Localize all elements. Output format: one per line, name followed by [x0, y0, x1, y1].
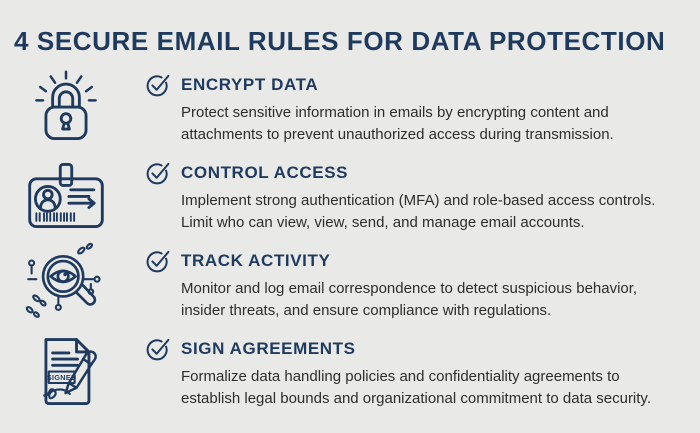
rule-description: Implement strong authentication (MFA) and role-based access controls. Limit who can view, view, send, and manage email accounts. [181, 192, 656, 231]
rule-heading: TRACK ACTIVITY [181, 251, 331, 270]
check-circle-icon [145, 336, 171, 362]
rule-row-encrypt-data [0, 64, 700, 152]
rule-content [145, 70, 661, 146]
rule-content [145, 334, 661, 410]
rule-icon-col [0, 153, 132, 239]
page-title: 4 SECURE EMAIL RULES FOR DATA PROTECTION [14, 26, 666, 56]
padlock-rays-icon [23, 65, 109, 151]
rule-icon-col [0, 65, 132, 151]
rule-heading: ENCRYPT DATA [181, 75, 319, 94]
rule-content [145, 158, 661, 234]
rule-description: Monitor and log email correspondence to detect suspicious behavior, insider threats, and ensure compliance with regulations. [181, 280, 638, 319]
rule-heading: CONTROL ACCESS [181, 163, 349, 182]
rule-row-sign-agreements [0, 328, 700, 416]
check-circle-icon [145, 248, 171, 274]
rule-heading: SIGN AGREEMENTS [181, 339, 356, 358]
rule-heading-line [145, 248, 661, 274]
rule-icon-col [0, 329, 132, 415]
rule-heading-line [145, 336, 661, 362]
rule-row-control-access [0, 152, 700, 240]
rule-description: Protect sensitive information in emails by encrypting content and attachments to prevent unauthorized access during transmission. [181, 104, 614, 143]
rule-heading-line [145, 160, 661, 186]
rule-heading-line [145, 72, 661, 98]
rule-content [145, 246, 661, 322]
rule-icon-col [0, 241, 132, 327]
check-circle-icon [145, 160, 171, 186]
rule-description: Formalize data handling policies and confidentiality agreements to establish legal bounds and organizational commitment to data security. [181, 368, 651, 407]
signed-label: SIGNED [46, 374, 77, 383]
magnifier-eye-icon [23, 241, 109, 327]
rule-row-track-activity [0, 240, 700, 328]
signed-document-icon [23, 329, 109, 415]
id-badge-icon [23, 153, 109, 239]
check-circle-icon [145, 72, 171, 98]
rules-list [0, 64, 700, 416]
